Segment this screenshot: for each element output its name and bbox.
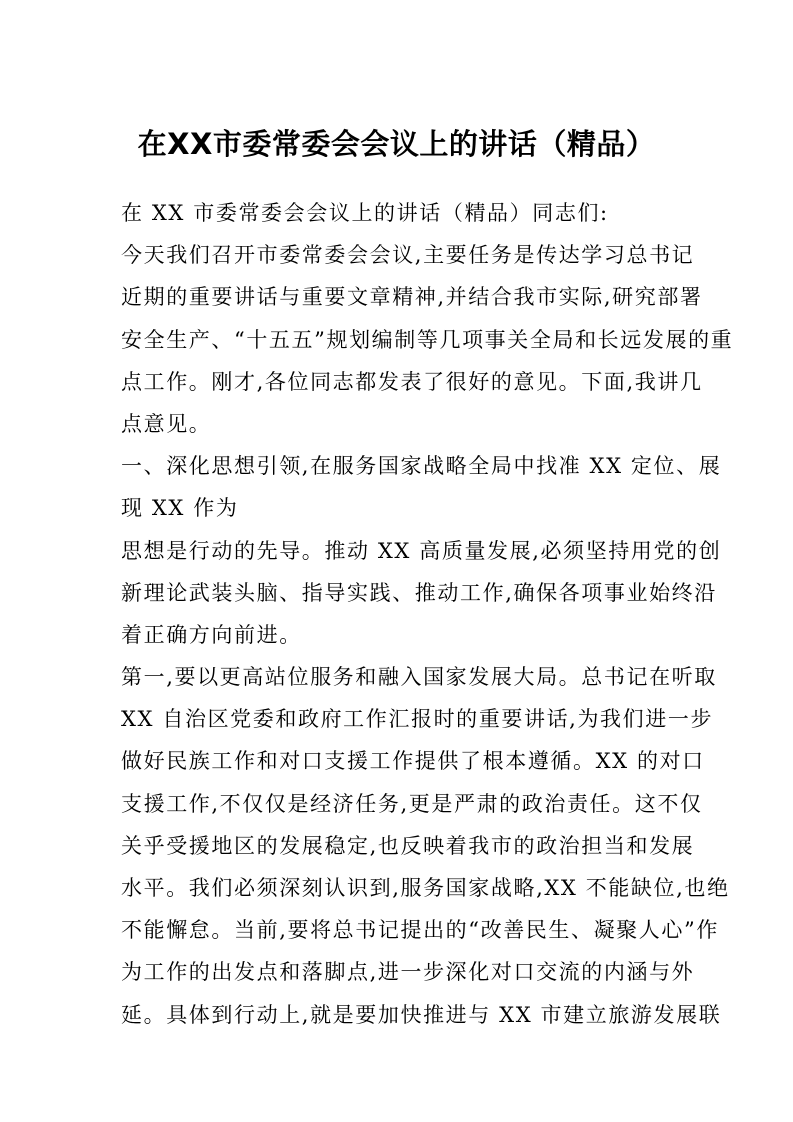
section-heading-line: 现 XX 作为 [121, 496, 239, 521]
text-line: 今天我们召开市委常委会会议,主要任务是传达学习总书记 [121, 243, 695, 268]
section-heading-line: 一、深化思想引领,在服务国家战略全局中找准 XX 定位、展 [121, 454, 722, 479]
text-line: 点意见。 [121, 411, 212, 436]
text-line: 水平。我们必须深刻认识到,服务国家战略,XX 不能缺位,也绝 [121, 876, 730, 900]
text-line: 支援工作,不仅仅是经济任务,更是严肃的政治责任。这不仅 [121, 791, 703, 816]
text-line: 安全生产、“十五五”规划编制等几项事关全局和长远发展的重 [121, 327, 734, 352]
text-line: 点工作。刚才,各位同志都发表了很好的意见。下面,我讲几 [121, 369, 703, 394]
text-line: 在 XX 市委常委会会议上的讲话（精品）同志们: [121, 201, 609, 225]
text-line: 延。具体到行动上,就是要加快推进与 XX 市建立旅游发展联 [121, 1002, 722, 1027]
text-line: 近期的重要讲话与重要文章精神,并结合我市实际,研究部署 [121, 285, 703, 310]
text-line: 着正确方向前进。 [121, 622, 302, 647]
document-title: 在XX市委常委会会议上的讲话（精品） [137, 127, 656, 161]
text-line: 关乎受援地区的发展稳定,也反映着我市的政治担当和发展 [121, 833, 695, 858]
text-line: 为工作的出发点和落脚点,进一步深化对口交流的内涵与外 [121, 960, 695, 985]
text-line: 做好民族工作和对口支援工作提供了根本遵循。XX 的对口 [121, 749, 705, 774]
document-body [121, 192, 734, 1036]
text-line: 不能懈怠。当前,要将总书记提出的“改善民生、凝聚人心”作 [121, 918, 719, 943]
text-line: XX 自治区党委和政府工作汇报时的重要讲话,为我们进一步 [121, 707, 714, 732]
text-line: 第一,要以更高站位服务和融入国家发展大局。总书记在听取 [121, 665, 717, 690]
text-line: 新理论武装头脑、指导实践、推动工作,确保各项事业始终沿 [121, 580, 717, 605]
text-line: 思想是行动的先导。推动 XX 高质量发展,必须坚持用党的创 [121, 538, 722, 563]
